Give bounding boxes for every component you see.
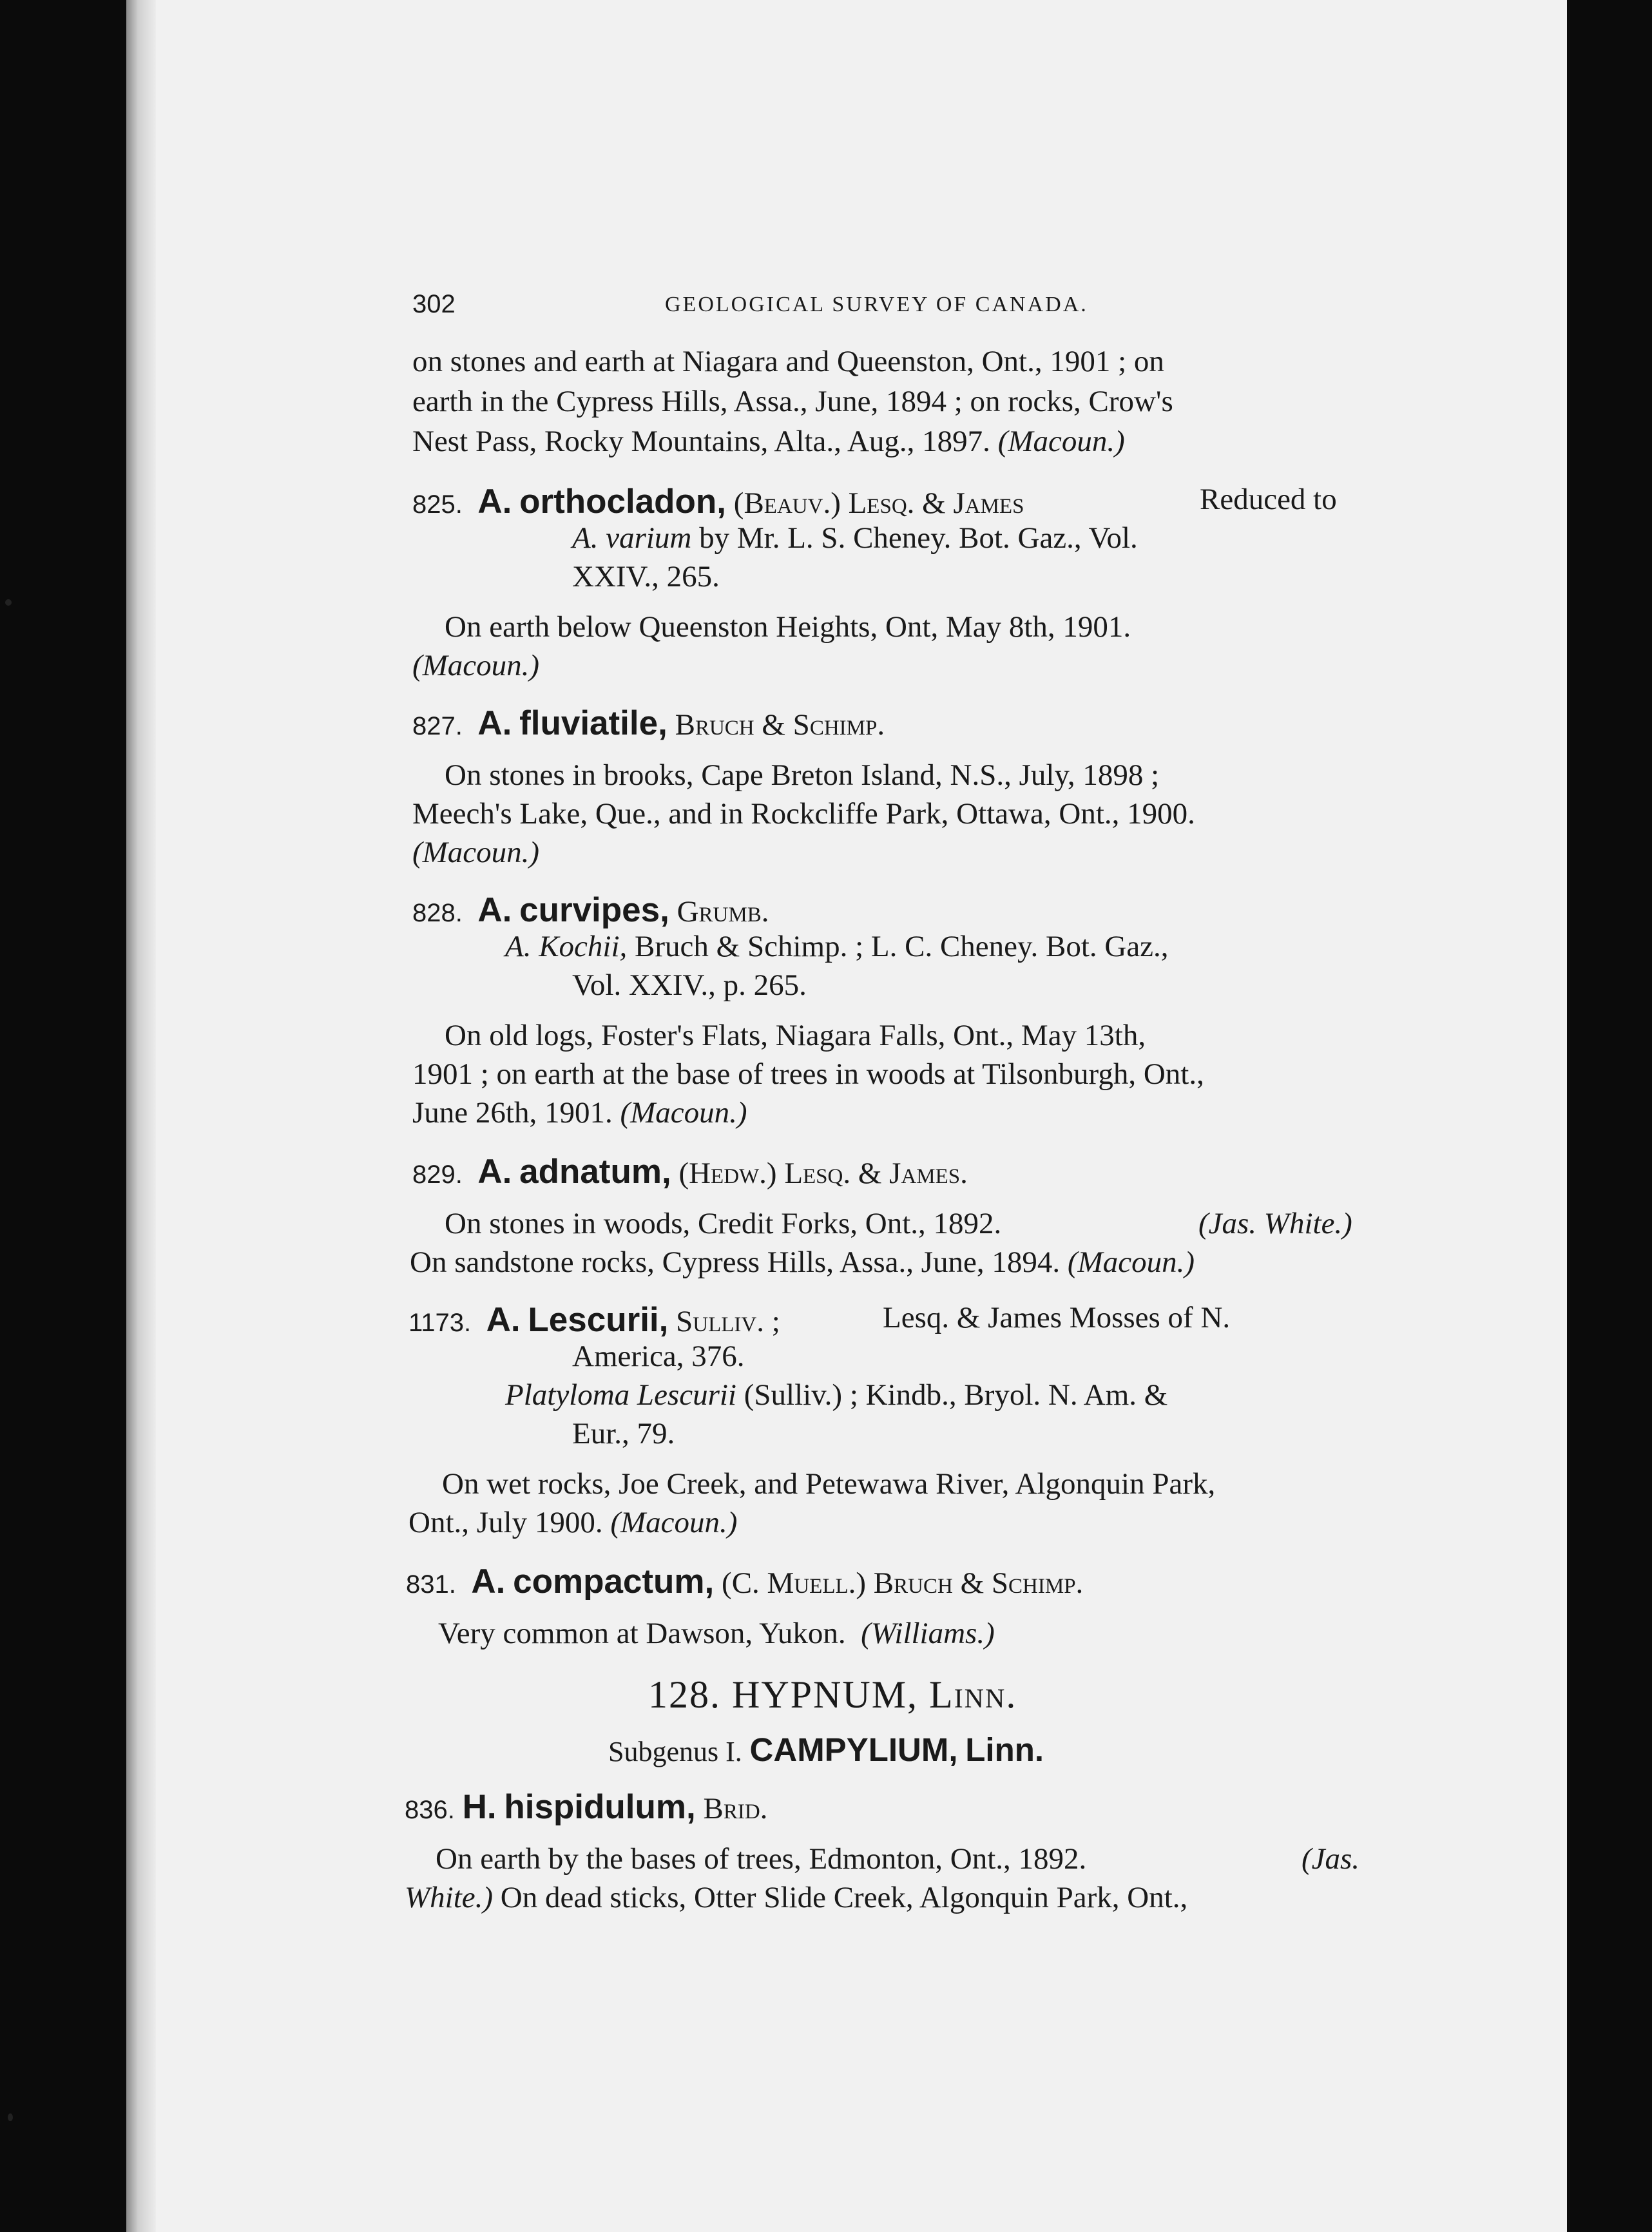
authority: (Beauv.) Lesq. & James bbox=[733, 486, 1024, 520]
scan-speck bbox=[8, 2113, 13, 2121]
collector-name: (Macoun.) bbox=[620, 1096, 747, 1130]
synonym-line: Vol. XXIV., p. 265. bbox=[572, 968, 807, 1002]
entry-number: 827. bbox=[412, 712, 463, 740]
habitat-line: White.) On dead sticks, Otter Slide Creek, Algonquin Park, Ont., bbox=[405, 1881, 1188, 1914]
running-title: GEOLOGICAL SURVEY OF CANADA. bbox=[665, 293, 1088, 316]
habitat-line: Meech's Lake, Que., and in Rockcliffe Park, Ottawa, Ont., 1900. bbox=[412, 797, 1195, 831]
genus-initial: A. bbox=[477, 891, 512, 929]
species-name: fluviatile, bbox=[519, 704, 668, 742]
entry-number: 829. bbox=[412, 1160, 463, 1189]
habitat-line: On stones in brooks, Cape Breton Island, N.S., July, 1898 ; bbox=[445, 758, 1160, 792]
reference-line: America, 376. bbox=[572, 1340, 745, 1373]
entry-number: 825. bbox=[412, 490, 463, 519]
collector-line: (Macoun.) bbox=[412, 649, 540, 682]
taxon-name: A. Kochii, bbox=[505, 930, 628, 963]
authority: Bruch & Schimp. bbox=[675, 708, 885, 742]
collector-name: (Jas. White.) bbox=[1198, 1207, 1352, 1240]
synonym-line: A. Kochii, Bruch & Schimp. ; L. C. Cheney. Bot. Gaz., bbox=[505, 930, 1169, 963]
authority: (C. Muell.) Bruch & Schimp. bbox=[722, 1566, 1084, 1600]
entry-number: 831. bbox=[406, 1570, 456, 1599]
entry-heading-836 bbox=[405, 1790, 767, 1824]
scan-speck bbox=[5, 599, 12, 606]
entry-number: 836. bbox=[405, 1796, 455, 1824]
entry-heading-827 bbox=[412, 706, 885, 740]
collector-name: (Macoun.) bbox=[1067, 1246, 1195, 1279]
habitat-line: 1901 ; on earth at the base of trees in woods at Tilsonburgh, Ont., bbox=[412, 1057, 1204, 1091]
entry-heading-828 bbox=[412, 893, 769, 927]
collector-name: (Macoun.) bbox=[997, 425, 1125, 458]
authority: Sulliv. ; bbox=[676, 1305, 780, 1338]
genus-initial: A. bbox=[486, 1301, 521, 1339]
synonym-line: Platyloma Lescurii (Sulliv.) ; Kindb., Bryol. N. Am. & bbox=[505, 1378, 1168, 1412]
text-line: earth in the Cypress Hills, Assa., June, 1894 ; on rocks, Crow's bbox=[412, 385, 1173, 418]
habitat-line: Very common at Dawson, Yukon. (Williams.) bbox=[438, 1617, 995, 1650]
text-line: Nest Pass, Rocky Mountains, Alta., Aug., 1897. (Macoun.) bbox=[412, 425, 1125, 458]
genus-initial: A. bbox=[471, 1563, 506, 1601]
habitat-line: On earth below Queenston Heights, Ont, May 8th, 1901. bbox=[445, 610, 1131, 644]
taxon-name: Platyloma Lescurii bbox=[505, 1378, 736, 1412]
habitat-line: On stones in woods, Credit Forks, Ont., 1892. bbox=[445, 1207, 1002, 1240]
page-binding-edge bbox=[126, 0, 156, 2232]
habitat-line: On sandstone rocks, Cypress Hills, Assa., June, 1894. (Macoun.) bbox=[410, 1246, 1195, 1279]
habitat-line: June 26th, 1901. (Macoun.) bbox=[412, 1096, 747, 1130]
entry-heading-831 bbox=[406, 1564, 1083, 1599]
scan-background-right bbox=[1567, 0, 1652, 2232]
entry-heading-825 bbox=[412, 485, 1024, 519]
text-line: A. varium by Mr. L. S. Cheney. Bot. Gaz., Vol. bbox=[572, 521, 1138, 555]
genus-initial: A. bbox=[477, 704, 512, 742]
habitat-line: On earth by the bases of trees, Edmonton, Ont., 1892. bbox=[436, 1842, 1087, 1876]
genus-heading: 128. HYPNUM, Linn. bbox=[648, 1673, 1017, 1716]
collector-name: (Macoun.) bbox=[610, 1506, 738, 1539]
genus-initial: H. bbox=[462, 1788, 497, 1826]
text-line: on stones and earth at Niagara and Queenston, Ont., 1901 ; on bbox=[412, 345, 1164, 378]
collector-name: (Williams.) bbox=[861, 1617, 995, 1650]
authority: Brid. bbox=[703, 1792, 768, 1825]
species-name: compactum, bbox=[513, 1563, 715, 1601]
species-name: adnatum, bbox=[519, 1153, 671, 1191]
collector-line: (Macoun.) bbox=[412, 836, 540, 869]
habitat-line: Ont., July 1900. (Macoun.) bbox=[408, 1506, 738, 1539]
entry-number: 828. bbox=[412, 899, 463, 927]
subgenus-heading: Subgenus I. CAMPYLIUM, Linn. bbox=[608, 1731, 1044, 1768]
species-name: curvipes, bbox=[519, 891, 669, 929]
species-name: hispidulum, bbox=[504, 1788, 696, 1826]
species-name: Lescurii, bbox=[528, 1301, 669, 1339]
entry-heading-829 bbox=[412, 1155, 968, 1189]
collector-name: White.) bbox=[405, 1881, 494, 1914]
entry-heading-1173 bbox=[408, 1303, 780, 1337]
synonym-line: Eur., 79. bbox=[572, 1417, 675, 1450]
text-line: Reduced to bbox=[1200, 483, 1337, 516]
habitat-line: On wet rocks, Joe Creek, and Petewawa River, Algonquin Park, bbox=[442, 1467, 1216, 1501]
authority: Grumb. bbox=[677, 895, 769, 928]
taxon-name: A. varium bbox=[572, 521, 692, 555]
authority: (Hedw.) Lesq. & James. bbox=[678, 1157, 968, 1190]
page-number: 302 bbox=[412, 290, 456, 318]
reference-line: Lesq. & James Mosses of N. bbox=[883, 1301, 1231, 1334]
species-name: orthocladon, bbox=[519, 483, 727, 521]
text-line: XXIV., 265. bbox=[572, 560, 720, 593]
habitat-line: On old logs, Foster's Flats, Niagara Falls, Ont., May 13th, bbox=[445, 1019, 1146, 1052]
genus-initial: A. bbox=[477, 1153, 512, 1191]
collector-name: (Jas. bbox=[1301, 1842, 1360, 1876]
entry-number: 1173. bbox=[408, 1309, 472, 1337]
genus-initial: A. bbox=[477, 483, 512, 521]
